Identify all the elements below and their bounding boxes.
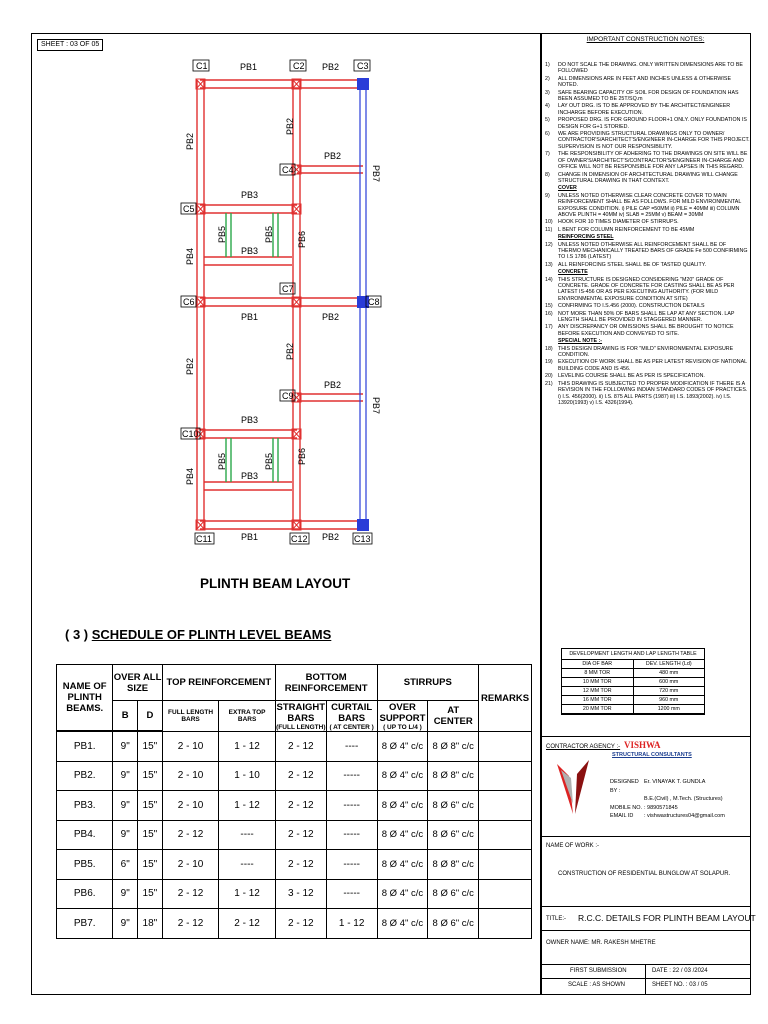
note-item <box>545 117 750 130</box>
beam-label: PB3 <box>241 190 259 200</box>
note-item <box>545 324 750 337</box>
dev-header-dia: DIA OF BAR <box>562 660 634 668</box>
cell-extra: 1 - 12 <box>219 732 276 762</box>
note-text: COVER <box>558 185 577 192</box>
cell-over: 8 Ø 4" c/c <box>377 879 428 909</box>
schedule-title <box>65 627 331 642</box>
note-text: NOT MORE THAN 50% OF BARS SHALL BE LAP AT ANY SECTION. LAP LENGTH SHALL BE PROVIDED IN STAGGERED MANNER. <box>558 310 735 324</box>
note-number: 6) <box>545 131 550 138</box>
note-text: LAY OUT DRG. IS TO BE APPROVED BY THE ARCHITECT/ENGINEER INCHARGE BEFORE EXECUTION. <box>558 103 731 116</box>
note-number: 11) <box>545 226 553 233</box>
header-curtail <box>326 701 377 732</box>
dev-dia: 10 MM TOR <box>562 678 634 686</box>
note-number: 19) <box>545 359 553 366</box>
note-text: EXECUTION OF WORK SHALL BE AS PER LATEST REVISION OF NATIONAL BUILDING CODE AND IS 456. <box>558 359 747 372</box>
note-item <box>545 76 750 89</box>
note-number: 12) <box>545 241 553 248</box>
note-item <box>545 234 750 240</box>
cell-b: 9" <box>113 909 138 939</box>
note-item <box>545 172 750 185</box>
cell-over: 8 Ø 4" c/c <box>377 732 428 762</box>
schedule-title-text: SCHEDULE OF PLINTH LEVEL BEAMS <box>91 627 332 642</box>
cell-center: 8 Ø 6" c/c <box>428 909 479 939</box>
column-label-c8: C8 <box>368 297 380 307</box>
column-label-c9: C9 <box>282 391 294 401</box>
submission-divider-v <box>645 964 646 995</box>
note-number: 17) <box>545 324 553 331</box>
dev-length: 600 mm <box>659 679 679 685</box>
cell-extra: 2 - 12 <box>219 909 276 939</box>
column-label-c10: C10 <box>182 429 199 439</box>
column-label-c5: C5 <box>183 204 195 214</box>
note-number: 21) <box>545 380 553 387</box>
cell-remarks <box>479 879 532 909</box>
beam-label: PB2 <box>324 151 342 161</box>
beam-label: PB7 <box>371 165 381 183</box>
cell-d: 15" <box>138 791 163 821</box>
title-divider <box>540 930 751 931</box>
note-item <box>545 131 750 150</box>
note-number: 7) <box>545 151 550 158</box>
cell-name: PB4. <box>57 820 113 850</box>
drawing-title: R.C.C. DETAILS FOR PLINTH BEAM LAYOUT <box>578 913 756 923</box>
note-text: THIS DRAWING IS SUBJECTED TO PROPER MODIFICATION IF THERE IS A REVISION IN THE FOLLOWING INDIAN STANDARD CODES OF PRACTICES. i) I.S. 456(2000). ii) I.S. 875 ALL PARTS (1987) iii) I.S. 1893(2002). iv) I.S. 13920(1993) v) I.S. 4326(1994). <box>558 380 748 406</box>
cell-b: 9" <box>113 761 138 791</box>
note-text: SAFE BEARING CAPACITY OF SOIL FOR DESIGN OF FOUNDATION HAS BEEN ASSUMED TO BE 25T/SQ.m <box>558 89 739 103</box>
beam-label: PB4 <box>185 467 195 485</box>
note-number: 10) <box>545 219 553 226</box>
cell-extra: ---- <box>219 820 276 850</box>
construction-notes <box>545 62 750 407</box>
note-item <box>545 62 750 75</box>
header-full-length: FULL LENGTH BARS <box>162 701 219 732</box>
header-bottom: BOTTOM REINFORCEMENT <box>275 665 377 701</box>
cell-remarks <box>479 909 532 939</box>
note-item <box>545 227 750 233</box>
cell-curtail: ----- <box>326 879 377 909</box>
note-text: UNLESS NOTED OTHERWISE ALL REINFORCEMENT SHALL BE OF THERMO MECHANICALLY TREATED BARS OF GRADE Fe 500 CONFIRMING TO I.S 1786 (LATEST) <box>558 241 748 261</box>
note-text: ALL DIMENSIONS ARE IN FEET AND INCHES UNLESS & OTHERWISE NOTED. <box>558 75 731 89</box>
note-number: 14) <box>545 276 553 283</box>
header-curtail-sub: ( AT CENTER ) <box>329 723 374 731</box>
table-row <box>57 791 532 821</box>
beam-label: PB2 <box>322 532 340 542</box>
note-item <box>545 303 750 309</box>
header-top: TOP REINFORCEMENT <box>162 665 275 701</box>
submission-date: DATE : 22 / 03 /2024 <box>652 968 708 974</box>
work-value: CONSTRUCTION OF RESIDENTIAL BUNGLOW AT SOLAPUR. <box>558 871 731 877</box>
header-over-support-text: OVER SUPPORT <box>379 701 426 724</box>
title-label: TITLE:- <box>546 916 567 922</box>
dev-table-rows <box>562 669 704 714</box>
cell-straight: 2 - 12 <box>275 850 326 880</box>
note-item <box>545 277 750 303</box>
cell-name: PB1. <box>57 732 113 762</box>
vishwa-logo-icon <box>555 758 591 816</box>
column-label-c1: C1 <box>196 61 208 71</box>
note-text: DO NOT SCALE THE DRAWING. ONLY WRITTEN DIMENSIONS ARE TO BE FOLLOWED <box>558 62 743 75</box>
note-item <box>545 103 750 116</box>
beam-label: PB5 <box>217 225 227 243</box>
dev-dia: 20 MM TOR <box>562 705 634 713</box>
beam-label: PB5 <box>264 452 274 470</box>
sheet-label: SHEET : 03 OF 05 <box>37 39 103 51</box>
contractor-label: CONTRACTOR AGENCY :- <box>546 744 621 750</box>
note-item <box>545 193 750 219</box>
note-number: 5) <box>545 117 550 124</box>
dev-table-row <box>562 678 704 687</box>
cell-d: 15" <box>138 732 163 762</box>
cell-curtail: ----- <box>326 820 377 850</box>
dev-table-row <box>562 696 704 705</box>
cell-straight: 2 - 12 <box>275 909 326 939</box>
table-row <box>57 820 532 850</box>
cell-d: 15" <box>138 850 163 880</box>
note-number: 8) <box>545 171 550 178</box>
column-label-c4: C4 <box>282 165 294 175</box>
brand-subtitle: STRUCTURAL CONSULTANTS <box>612 752 692 758</box>
header-stirrups: STIRRUPS <box>377 665 479 701</box>
dev-table-row <box>562 705 704 714</box>
owner-name: OWNER NAME: MR. RAKESH MHETRE <box>546 940 656 946</box>
cell-full: 2 - 10 <box>162 791 219 821</box>
beam-label: PB5 <box>264 225 274 243</box>
cell-curtail: ----- <box>326 850 377 880</box>
cell-name: PB3. <box>57 791 113 821</box>
column-labels <box>181 60 381 544</box>
beam-label: PB3 <box>241 415 259 425</box>
development-length-table <box>561 648 705 715</box>
note-number: 15) <box>545 303 553 310</box>
cell-b: 9" <box>113 791 138 821</box>
column-label-c2: C2 <box>293 61 305 71</box>
cell-over: 8 Ø 4" c/c <box>377 909 428 939</box>
cell-d: 18" <box>138 909 163 939</box>
note-text: THE RESPONSIBILITY OF ADHERING TO THE DRAWINGS ON SITE WILL BE OF OWNER'S/ARCHITECT'S/CONTRACTOR'S/ENGINEER IN-CHARGE AND OFFICE WILL NOT BE RESPONSIBLE FOR ANY LAPSES IN THIS REGARD. <box>558 151 748 171</box>
layout-title: PLINTH BEAM LAYOUT <box>200 576 351 591</box>
column-label-c11: C11 <box>196 534 212 544</box>
note-item <box>545 219 750 225</box>
table-row <box>57 909 532 939</box>
note-number <box>545 269 558 275</box>
cell-straight: 2 - 12 <box>275 820 326 850</box>
dev-table-title: DEVELOPMENT LENGTH AND LAP LENGTH TABLE <box>562 649 704 660</box>
cell-extra: 1 - 12 <box>219 791 276 821</box>
note-number <box>545 338 558 344</box>
table-row <box>57 850 532 880</box>
brand-name: VISHWA <box>624 740 661 750</box>
note-text: L BENT FOR COLUMN REINFORCEMENT TO BE 45MM <box>558 226 695 233</box>
note-item <box>545 262 750 268</box>
dev-header-length: DEV. LENGTH (Ld) <box>645 661 692 667</box>
cell-extra: 1 - 12 <box>219 879 276 909</box>
beam-label: PB2 <box>324 380 342 390</box>
dev-length: 960 mm <box>659 697 679 703</box>
note-item <box>545 381 750 407</box>
beam-label: PB6 <box>297 447 307 465</box>
note-text: LEVELING COURSE SHALL BE AS PER IS SPECIFICATION. <box>558 373 705 380</box>
dev-dia: 12 MM TOR <box>562 687 634 695</box>
note-number: 3) <box>545 89 550 96</box>
cell-full: 2 - 12 <box>162 820 219 850</box>
designed-by: Er. VINAYAK T. GUNDLA <box>644 779 706 785</box>
dev-table-row <box>562 669 704 678</box>
beam-label: PB5 <box>217 452 227 470</box>
beam-label: PB1 <box>241 532 259 542</box>
cell-extra: 1 - 10 <box>219 761 276 791</box>
cell-straight: 2 - 12 <box>275 791 326 821</box>
header-size: OVER ALL SIZE <box>113 665 162 701</box>
note-number: 16) <box>545 310 553 317</box>
sheet-number: SHEET NO. : 03 / 05 <box>652 982 708 988</box>
beam-label: PB2 <box>185 357 195 375</box>
table-row <box>57 732 532 762</box>
schedule-index: ( 3 ) <box>65 627 89 642</box>
column-label-c6: C6 <box>183 297 195 307</box>
column-markers <box>196 79 301 530</box>
cell-full: 2 - 12 <box>162 879 219 909</box>
work-label: NAME OF WORK :- <box>546 843 599 849</box>
note-item <box>545 346 750 359</box>
cell-over: 8 Ø 4" c/c <box>377 761 428 791</box>
dev-length: 720 mm <box>659 688 679 694</box>
note-text: PROPOSED DRG. IS FOR GROUND FLOOR+1 ONLY. ONLY FOUNDATION IS DESIGN FOR G+1 STORIED. <box>558 117 747 130</box>
mobile-label: MOBILE NO. <box>610 804 643 811</box>
header-name: NAME OF PLINTH BEAMS. <box>57 665 113 731</box>
header-straight <box>275 701 326 732</box>
cell-straight: 2 - 12 <box>275 761 326 791</box>
header-straight-sub: (FULL LENGTH) <box>276 723 326 731</box>
cell-center: 8 Ø 6" c/c <box>428 791 479 821</box>
note-item <box>545 185 750 191</box>
cell-d: 15" <box>138 761 163 791</box>
cell-over: 8 Ø 4" c/c <box>377 850 428 880</box>
cell-full: 2 - 10 <box>162 732 219 762</box>
beam-label: PB1 <box>240 62 258 72</box>
note-text: THIS STRUCTURE IS DESIGNED CONSIDERING "M20" GRADE OF CONCRETE. GRADE OF CONCRETE FOR CASTING SHALL BE AS PER LATEST IS-456 OR AS PER EXECUTING AUTHORITY. (FOR MILD ENVIRONMENTAL EXPOSURE CONDITION AT SITE) <box>558 276 735 302</box>
note-number <box>545 234 558 240</box>
cell-remarks <box>479 791 532 821</box>
note-item <box>545 311 750 324</box>
cell-curtail: ---- <box>326 732 377 762</box>
note-item <box>545 373 750 379</box>
beam-label: PB2 <box>322 62 340 72</box>
cell-full: 2 - 10 <box>162 850 219 880</box>
cell-remarks <box>479 761 532 791</box>
table-row <box>57 879 532 909</box>
note-number: 13) <box>545 261 553 268</box>
cell-center: 8 Ø 8" c/c <box>428 850 479 880</box>
cell-over: 8 Ø 4" c/c <box>377 791 428 821</box>
note-text: REINFORCING STEEL <box>558 234 614 241</box>
cell-center: 8 Ø 6" c/c <box>428 820 479 850</box>
dev-table-header <box>562 660 704 669</box>
cell-b: 6" <box>113 850 138 880</box>
beam-label: PB6 <box>297 230 307 248</box>
first-submission: FIRST SUBMISSION <box>570 968 627 974</box>
cell-name: PB7. <box>57 909 113 939</box>
note-number: 4) <box>545 103 550 110</box>
note-item <box>545 242 750 261</box>
note-item <box>545 269 750 275</box>
note-text: CONFIRMING TO I.S.456 (2000). CONSTRUCTION DETAILS <box>558 303 705 310</box>
header-over-support-sub: ( UP TO L/4 ) <box>383 723 422 731</box>
cell-straight: 2 - 12 <box>275 732 326 762</box>
note-text: HOOK FOR 10 TIMES DIAMETER OF STIRRUPS. <box>558 219 679 226</box>
cell-straight: 3 - 12 <box>275 879 326 909</box>
note-number: 9) <box>545 192 550 199</box>
dev-length: 1200 mm <box>657 706 680 712</box>
table-row <box>57 761 532 791</box>
note-text: ANY DISCREPANCY OR OMISSIONS SHALL BE BROUGHT TO NOTICE BEFORE EXECUTION AND CONVEYED TO SITE. <box>558 324 734 337</box>
beam-label: PB2 <box>285 117 295 135</box>
beam-label: PB1 <box>241 312 259 322</box>
note-number <box>545 185 558 191</box>
cell-name: PB6. <box>57 879 113 909</box>
note-item <box>545 359 750 372</box>
designer-info <box>610 778 725 821</box>
note-text: SPECIAL NOTE :- <box>558 338 603 345</box>
cell-remarks <box>479 850 532 880</box>
note-item <box>545 338 750 344</box>
cell-remarks <box>479 732 532 762</box>
note-text: CONCRETE <box>558 269 588 276</box>
dev-table-row <box>562 687 704 696</box>
cell-center: 8 Ø 8" c/c <box>428 732 479 762</box>
dev-dia: 16 MM TOR <box>562 696 634 704</box>
beam-label: PB3 <box>241 471 259 481</box>
header-extra: EXTRA TOP BARS <box>219 701 276 732</box>
cell-full: 2 - 12 <box>162 909 219 939</box>
note-number: 20) <box>545 373 553 380</box>
note-text: UNLESS NOTED OTHERWISE CLEAR CONCRETE COVER TO MAIN REINFORCEMENT SHALL BE AS FOLLOWS. FOR MILD ENVIRONMENTAL EXPOSURE CONDITION. i) PILE CAP =50MM ii) PILE = 40MM iii) COLUMN ABOVE PLINTH = 40MM iv) SLAB = 25MM v) BEAM = 30MM <box>558 192 742 218</box>
mobile-number: : 9890571845 <box>644 804 678 811</box>
email-label: EMAIL ID <box>610 813 634 819</box>
dev-length: 480 mm <box>659 670 679 676</box>
note-text: WE ARE PROVIDING STRUCTURAL DRAWINGS ONLY TO OWNER/ CONTRACTOR'S/ARCHITECT'S/ENGINEER IN-CHARGE FOR THIS PROJECT. SUPERVISION IS NOT OUR RESPONSIBILITY. <box>558 131 750 150</box>
schedule-body <box>57 732 532 939</box>
cell-name: PB5. <box>57 850 113 880</box>
cell-center: 8 Ø 8" c/c <box>428 761 479 791</box>
note-number: 2) <box>545 75 550 82</box>
cell-b: 9" <box>113 820 138 850</box>
cell-b: 9" <box>113 732 138 762</box>
cell-center: 8 Ø 6" c/c <box>428 879 479 909</box>
dev-dia: 8 MM TOR <box>562 669 634 677</box>
note-number: 18) <box>545 345 553 352</box>
note-text: CHANGE IN DIMENSION OF ARCHITECTURAL DRAWING WILL CHANGE STRUCTURAL DRAWING IN THAT CONTEXT. <box>558 171 738 184</box>
plinth-beam-layout <box>170 50 400 550</box>
header-at-center: AT CENTER <box>428 701 479 732</box>
beam-label: PB7 <box>371 397 381 415</box>
header-remarks: REMARKS <box>479 665 532 732</box>
column-label-c13: C13 <box>354 534 371 544</box>
beam-labels <box>185 62 381 542</box>
cell-over: 8 Ø 4" c/c <box>377 820 428 850</box>
cell-full: 2 - 10 <box>162 761 219 791</box>
header-d: D <box>138 701 163 731</box>
column-label-c3: C3 <box>357 61 369 71</box>
header-b: B <box>113 701 138 731</box>
beam-label: PB3 <box>241 246 259 256</box>
beam-label: PB2 <box>185 132 195 150</box>
cell-b: 9" <box>113 879 138 909</box>
note-text: THIS DESIGN DRAWING IS FOR "MILD" ENVIRONMENTAL EXPOSURE CONDITION. <box>558 345 734 359</box>
note-number: 1) <box>545 62 550 68</box>
note-item <box>545 151 750 170</box>
email-address: : vishwastructures04@gmail.com <box>644 813 725 819</box>
beam-schedule-table <box>56 664 532 939</box>
cell-extra: ---- <box>219 850 276 880</box>
column-label-c12: C12 <box>291 534 308 544</box>
cell-d: 15" <box>138 820 163 850</box>
cell-curtail: ----- <box>326 761 377 791</box>
header-over-support <box>377 701 428 732</box>
note-item <box>545 90 750 103</box>
drawing-scale: SCALE : AS SHOWN <box>568 982 626 988</box>
submission-divider-h <box>540 978 751 979</box>
cell-curtail: 1 - 12 <box>326 909 377 939</box>
cell-remarks <box>479 820 532 850</box>
note-text: ALL REINFORCING STEEL SHALL BE OF TASTED QUALITY. <box>558 261 707 268</box>
beam-label: PB4 <box>185 247 195 265</box>
notes-title: IMPORTANT CONSTRUCTION NOTES: <box>586 36 705 43</box>
cell-curtail: ----- <box>326 791 377 821</box>
qualification: B.E.(Civil) , M.Tech. (Structures) <box>644 796 723 802</box>
cell-d: 15" <box>138 879 163 909</box>
column-label-c7: C7 <box>282 284 294 294</box>
beam-label: PB2 <box>322 312 340 322</box>
designed-by-label: DESIGNED BY : <box>610 779 639 794</box>
beam-label: PB2 <box>285 342 295 360</box>
cell-name: PB2. <box>57 761 113 791</box>
header-straight-text: STRAIGHT BARS <box>276 701 326 724</box>
header-curtail-text: CURTAIL BARS <box>331 701 373 724</box>
